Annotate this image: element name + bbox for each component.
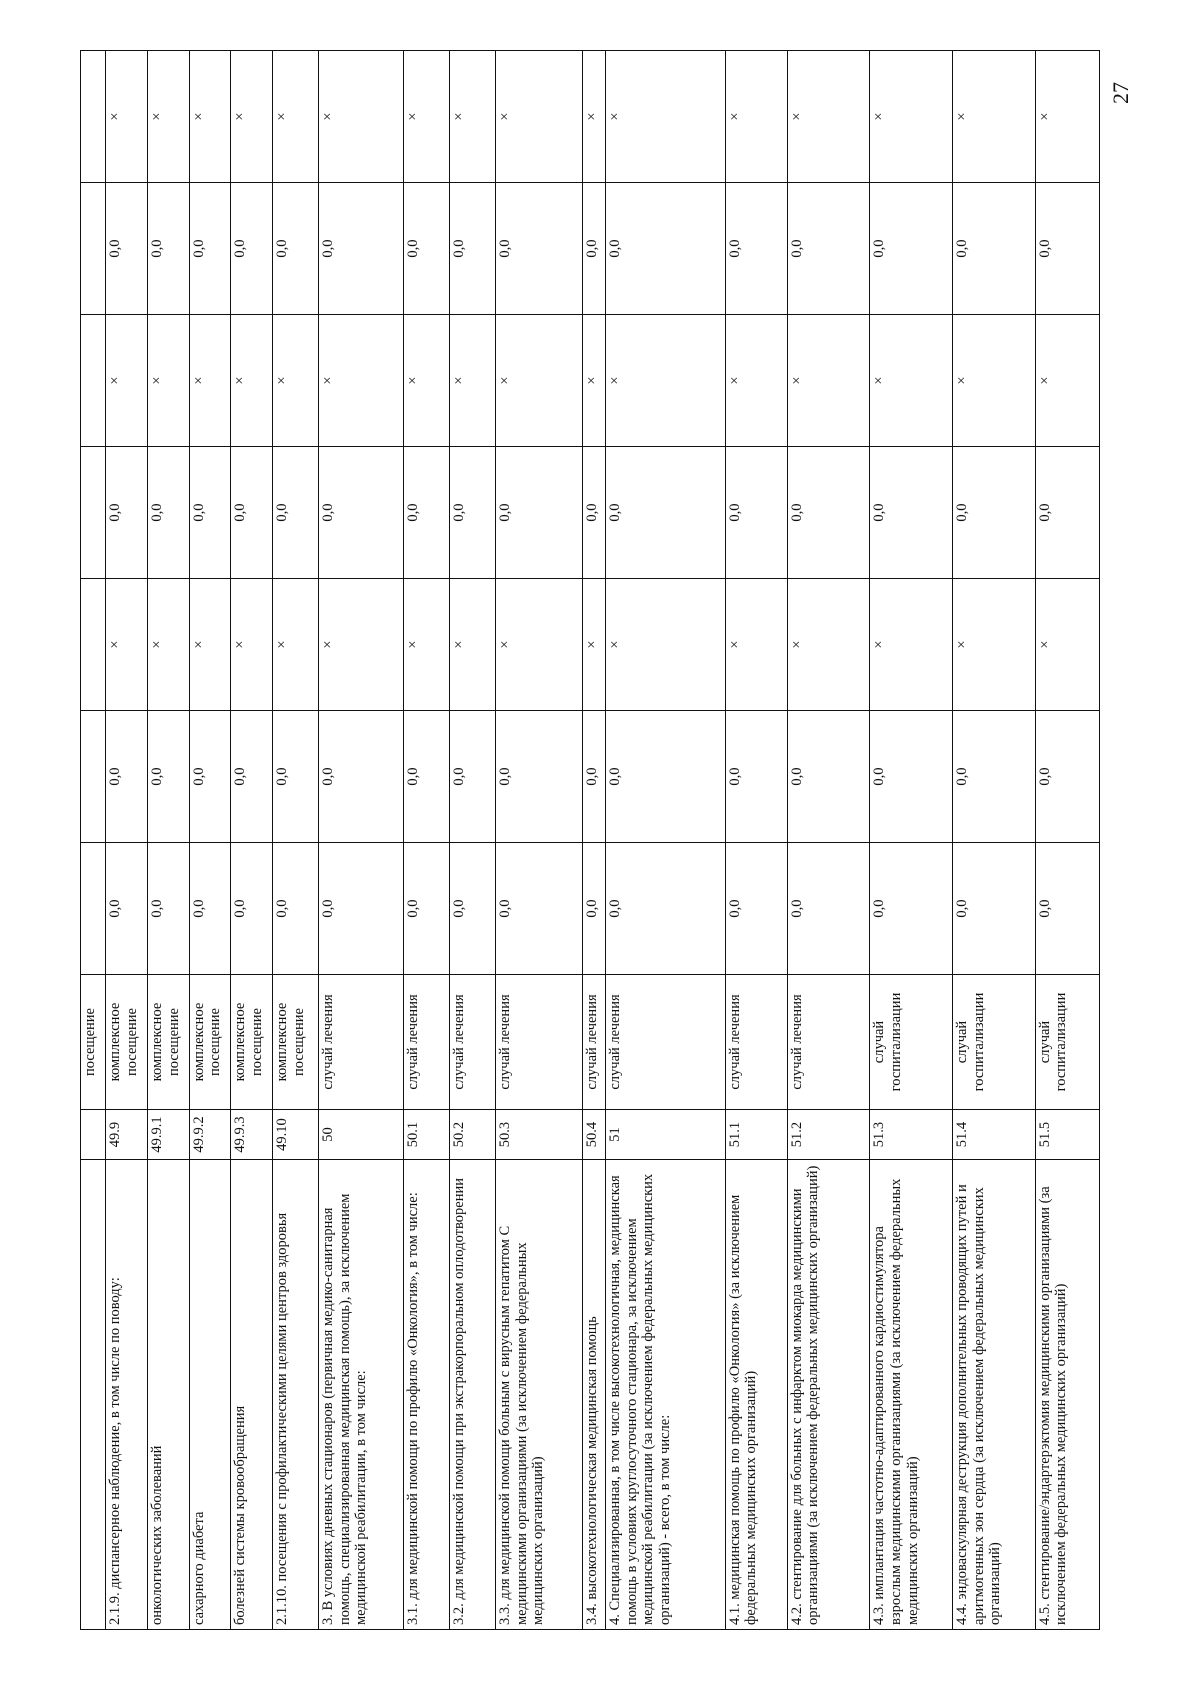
value-cell: × bbox=[450, 315, 496, 447]
row-name-cell: 4. Специализированная, в том числе высокотехнологичная, медицинская помощь в условиях круглосуточного стационара, за исключением медицинской реабилитации (за исключением федеральных медицинских организаций) - всего, в том числе: bbox=[606, 1160, 725, 1630]
row-name-cell: сахарного диабета bbox=[189, 1160, 231, 1630]
table-row bbox=[404, 51, 450, 1630]
value-cell: 0,0 bbox=[787, 711, 870, 843]
value-cell: 0,0 bbox=[870, 447, 953, 579]
value-cell: 0,0 bbox=[404, 447, 450, 579]
row-unit-cell: случай лечения bbox=[404, 975, 450, 1110]
value-cell: 0,0 bbox=[147, 447, 189, 579]
value-cell: 0,0 bbox=[231, 711, 273, 843]
row-code-cell: 50.4 bbox=[583, 1110, 606, 1160]
value-cell: × bbox=[787, 51, 870, 183]
value-cell: 0,0 bbox=[147, 711, 189, 843]
value-cell: 0,0 bbox=[189, 843, 231, 975]
value-cell: 0,0 bbox=[1035, 843, 1099, 975]
value-cell: 0,0 bbox=[606, 711, 725, 843]
value-cell: 0,0 bbox=[189, 447, 231, 579]
row-code-cell: 49.9.2 bbox=[189, 1110, 231, 1160]
value-cell: 0,0 bbox=[231, 183, 273, 315]
value-cell: 0,0 bbox=[583, 183, 606, 315]
value-cell: 0,0 bbox=[106, 843, 148, 975]
row-unit-cell: случай лечения bbox=[606, 975, 725, 1110]
value-cell: × bbox=[870, 51, 953, 183]
value-cell: 0,0 bbox=[273, 711, 319, 843]
value-cell: × bbox=[106, 315, 148, 447]
row-code-cell: 51.1 bbox=[725, 1110, 787, 1160]
value-cell bbox=[81, 315, 106, 447]
value-cell: × bbox=[725, 579, 787, 711]
value-cell: 0,0 bbox=[319, 711, 404, 843]
value-cell: × bbox=[606, 315, 725, 447]
value-cell: 0,0 bbox=[870, 843, 953, 975]
row-unit-cell: комплексное посещение bbox=[231, 975, 273, 1110]
value-cell bbox=[81, 579, 106, 711]
row-unit-cell: случай лечения bbox=[319, 975, 404, 1110]
table-row bbox=[725, 51, 787, 1630]
row-code-cell: 49.10 bbox=[273, 1110, 319, 1160]
row-name-cell: 4.3. имплантация частотно-адаптированного кардиостимулятора взрослым медицинскими организациями (за исключением федеральных медицинских организаций) bbox=[870, 1160, 953, 1630]
row-code-cell: 50.2 bbox=[450, 1110, 496, 1160]
table-row bbox=[81, 51, 106, 1630]
value-cell: × bbox=[725, 315, 787, 447]
value-cell: 0,0 bbox=[450, 711, 496, 843]
value-cell: 0,0 bbox=[725, 447, 787, 579]
value-cell: × bbox=[147, 315, 189, 447]
value-cell: 0,0 bbox=[787, 843, 870, 975]
value-cell: × bbox=[147, 579, 189, 711]
row-code-cell: 50.3 bbox=[495, 1110, 582, 1160]
value-cell: × bbox=[583, 315, 606, 447]
row-name-cell: болезней системы кровообращения bbox=[231, 1160, 273, 1630]
value-cell: 0,0 bbox=[231, 447, 273, 579]
value-cell: 0,0 bbox=[1035, 447, 1099, 579]
value-cell: × bbox=[106, 579, 148, 711]
value-cell bbox=[81, 711, 106, 843]
row-unit-cell: комплексное посещение bbox=[189, 975, 231, 1110]
value-cell: 0,0 bbox=[273, 447, 319, 579]
value-cell: × bbox=[106, 51, 148, 183]
value-cell: 0,0 bbox=[450, 447, 496, 579]
value-cell: × bbox=[606, 51, 725, 183]
row-code-cell: 50.1 bbox=[404, 1110, 450, 1160]
row-unit-cell: случай госпитализации bbox=[870, 975, 953, 1110]
row-name-cell: 2.1.9. диспансерное наблюдение, в том числе по поводу: bbox=[106, 1160, 148, 1630]
value-cell: 0,0 bbox=[952, 447, 1035, 579]
value-cell: 0,0 bbox=[606, 183, 725, 315]
row-unit-cell: случай лечения bbox=[495, 975, 582, 1110]
table-row bbox=[952, 51, 1035, 1630]
table-row bbox=[450, 51, 496, 1630]
table-row bbox=[583, 51, 606, 1630]
row-code-cell: 50 bbox=[319, 1110, 404, 1160]
row-code-cell: 51.3 bbox=[870, 1110, 953, 1160]
row-unit-cell: комплексное посещение bbox=[273, 975, 319, 1110]
row-name-cell: 4.5. стентирование/эндартерэктомия медицинскими организациями (за исключением федеральных медицинских организаций) bbox=[1035, 1160, 1099, 1630]
value-cell: × bbox=[231, 579, 273, 711]
table-row bbox=[319, 51, 404, 1630]
row-code-cell: 49.9 bbox=[106, 1110, 148, 1160]
value-cell: 0,0 bbox=[1035, 711, 1099, 843]
value-cell: × bbox=[189, 579, 231, 711]
value-cell: 0,0 bbox=[106, 711, 148, 843]
row-name-cell: 4.1. медицинская помощь по профилю «Онкология» (за исключением федеральных медицинских организаций) bbox=[725, 1160, 787, 1630]
value-cell: × bbox=[1035, 315, 1099, 447]
table-row bbox=[1035, 51, 1099, 1630]
value-cell: × bbox=[495, 579, 582, 711]
value-cell: × bbox=[1035, 579, 1099, 711]
value-cell: 0,0 bbox=[319, 447, 404, 579]
value-cell: 0,0 bbox=[319, 183, 404, 315]
row-name-cell: 3.2. для медицинской помощи при экстракорпоральном оплодотворении bbox=[450, 1160, 496, 1630]
value-cell: × bbox=[787, 315, 870, 447]
row-name-cell: 3.3. для медицинской помощи больным с вирусным гепатитом С медицинскими организациями (за исключением федеральных медицинских организаций) bbox=[495, 1160, 582, 1630]
value-cell: × bbox=[450, 51, 496, 183]
value-cell: × bbox=[147, 51, 189, 183]
value-cell: 0,0 bbox=[495, 843, 582, 975]
value-cell: 0,0 bbox=[404, 183, 450, 315]
row-unit-cell: случай лечения bbox=[787, 975, 870, 1110]
value-cell: × bbox=[495, 51, 582, 183]
value-cell: × bbox=[404, 315, 450, 447]
row-code-cell: 49.9.3 bbox=[231, 1110, 273, 1160]
value-cell: × bbox=[319, 51, 404, 183]
value-cell bbox=[81, 51, 106, 183]
value-cell: × bbox=[952, 579, 1035, 711]
value-cell: × bbox=[495, 315, 582, 447]
row-name-cell: 4.4. эндоваскулярная деструкция дополнительных проводящих путей и аритмогенных зон сердца (за исключением федеральных медицинских организаций) bbox=[952, 1160, 1035, 1630]
row-code-cell: 51 bbox=[606, 1110, 725, 1160]
table-row bbox=[189, 51, 231, 1630]
value-cell bbox=[81, 843, 106, 975]
value-cell: 0,0 bbox=[495, 183, 582, 315]
row-name-cell: онкологических заболеваний bbox=[147, 1160, 189, 1630]
value-cell: × bbox=[189, 315, 231, 447]
row-code-cell: 51.5 bbox=[1035, 1110, 1099, 1160]
value-cell: 0,0 bbox=[725, 843, 787, 975]
value-cell: 0,0 bbox=[273, 843, 319, 975]
row-unit-cell: случай лечения bbox=[450, 975, 496, 1110]
value-cell: 0,0 bbox=[189, 711, 231, 843]
value-cell: 0,0 bbox=[231, 843, 273, 975]
value-cell: × bbox=[231, 51, 273, 183]
value-cell: × bbox=[725, 51, 787, 183]
value-cell: 0,0 bbox=[495, 447, 582, 579]
row-unit-cell: случай лечения bbox=[725, 975, 787, 1110]
value-cell: 0,0 bbox=[725, 183, 787, 315]
volume-table bbox=[80, 50, 1100, 1630]
table-row bbox=[273, 51, 319, 1630]
value-cell: 0,0 bbox=[787, 447, 870, 579]
value-cell: × bbox=[583, 579, 606, 711]
page-number: 27 bbox=[1108, 82, 1133, 104]
value-cell: 0,0 bbox=[583, 711, 606, 843]
value-cell: × bbox=[319, 579, 404, 711]
row-unit-cell: случай госпитализации bbox=[952, 975, 1035, 1110]
value-cell: 0,0 bbox=[870, 711, 953, 843]
row-unit-cell: случай лечения bbox=[583, 975, 606, 1110]
value-cell: × bbox=[404, 51, 450, 183]
table-row bbox=[106, 51, 148, 1630]
row-name-cell: 3.1. для медицинской помощи по профилю «Онкология», в том числе: bbox=[404, 1160, 450, 1630]
value-cell: × bbox=[606, 579, 725, 711]
table-row bbox=[606, 51, 725, 1630]
value-cell: × bbox=[273, 579, 319, 711]
value-cell: 0,0 bbox=[450, 183, 496, 315]
value-cell: 0,0 bbox=[404, 711, 450, 843]
row-name-cell: 3.4. высокотехнологическая медицинская помощь bbox=[583, 1160, 606, 1630]
value-cell: × bbox=[273, 51, 319, 183]
value-cell: × bbox=[952, 315, 1035, 447]
value-cell: × bbox=[583, 51, 606, 183]
value-cell: 0,0 bbox=[189, 183, 231, 315]
value-cell: × bbox=[450, 579, 496, 711]
value-cell: 0,0 bbox=[273, 183, 319, 315]
value-cell: 0,0 bbox=[583, 843, 606, 975]
row-unit-cell: комплексное посещение bbox=[147, 975, 189, 1110]
rotated-page bbox=[80, 50, 1100, 1630]
value-cell: 0,0 bbox=[147, 183, 189, 315]
value-cell: 0,0 bbox=[606, 447, 725, 579]
value-cell bbox=[81, 447, 106, 579]
table-row bbox=[147, 51, 189, 1630]
value-cell: 0,0 bbox=[1035, 183, 1099, 315]
row-code-cell: 51.2 bbox=[787, 1110, 870, 1160]
value-cell: 0,0 bbox=[147, 843, 189, 975]
value-cell: 0,0 bbox=[319, 843, 404, 975]
value-cell: 0,0 bbox=[450, 843, 496, 975]
value-cell: 0,0 bbox=[952, 711, 1035, 843]
row-code-cell: 51.4 bbox=[952, 1110, 1035, 1160]
value-cell: 0,0 bbox=[725, 711, 787, 843]
value-cell: × bbox=[787, 579, 870, 711]
table-row bbox=[870, 51, 953, 1630]
value-cell: 0,0 bbox=[404, 843, 450, 975]
row-unit-cell: случай госпитализации bbox=[1035, 975, 1099, 1110]
row-unit-cell: комплексное посещение bbox=[106, 975, 148, 1110]
row-name-cell: 2.1.10. посещения с профилактическими целями центров здоровья bbox=[273, 1160, 319, 1630]
value-cell: 0,0 bbox=[870, 183, 953, 315]
row-name-cell: 4.2. стентирование для больных с инфарктом миокарда медицинскими организациями (за исключением федеральных медицинских организаций) bbox=[787, 1160, 870, 1630]
table-row bbox=[787, 51, 870, 1630]
value-cell: 0,0 bbox=[606, 843, 725, 975]
row-name-cell bbox=[81, 1160, 106, 1630]
value-cell: × bbox=[231, 315, 273, 447]
value-cell: × bbox=[952, 51, 1035, 183]
value-cell: × bbox=[1035, 51, 1099, 183]
value-cell: 0,0 bbox=[583, 447, 606, 579]
value-cell: 0,0 bbox=[106, 447, 148, 579]
table-row bbox=[495, 51, 582, 1630]
value-cell: × bbox=[404, 579, 450, 711]
row-code-cell: 49.9.1 bbox=[147, 1110, 189, 1160]
value-cell bbox=[81, 183, 106, 315]
value-cell: × bbox=[319, 315, 404, 447]
value-cell: 0,0 bbox=[952, 183, 1035, 315]
value-cell: 0,0 bbox=[495, 711, 582, 843]
value-cell: × bbox=[870, 315, 953, 447]
value-cell: × bbox=[273, 315, 319, 447]
value-cell: 0,0 bbox=[787, 183, 870, 315]
value-cell: 0,0 bbox=[952, 843, 1035, 975]
row-name-cell: 3. В условиях дневных стационаров (первичная медико-санитарная помощь, специализированная медицинская помощь), за исключением медицинской реабилитации, в том числе: bbox=[319, 1160, 404, 1630]
table-row bbox=[231, 51, 273, 1630]
row-code-cell bbox=[81, 1110, 106, 1160]
row-unit-cell: посещение bbox=[81, 975, 106, 1110]
value-cell: × bbox=[189, 51, 231, 183]
value-cell: × bbox=[870, 579, 953, 711]
value-cell: 0,0 bbox=[106, 183, 148, 315]
